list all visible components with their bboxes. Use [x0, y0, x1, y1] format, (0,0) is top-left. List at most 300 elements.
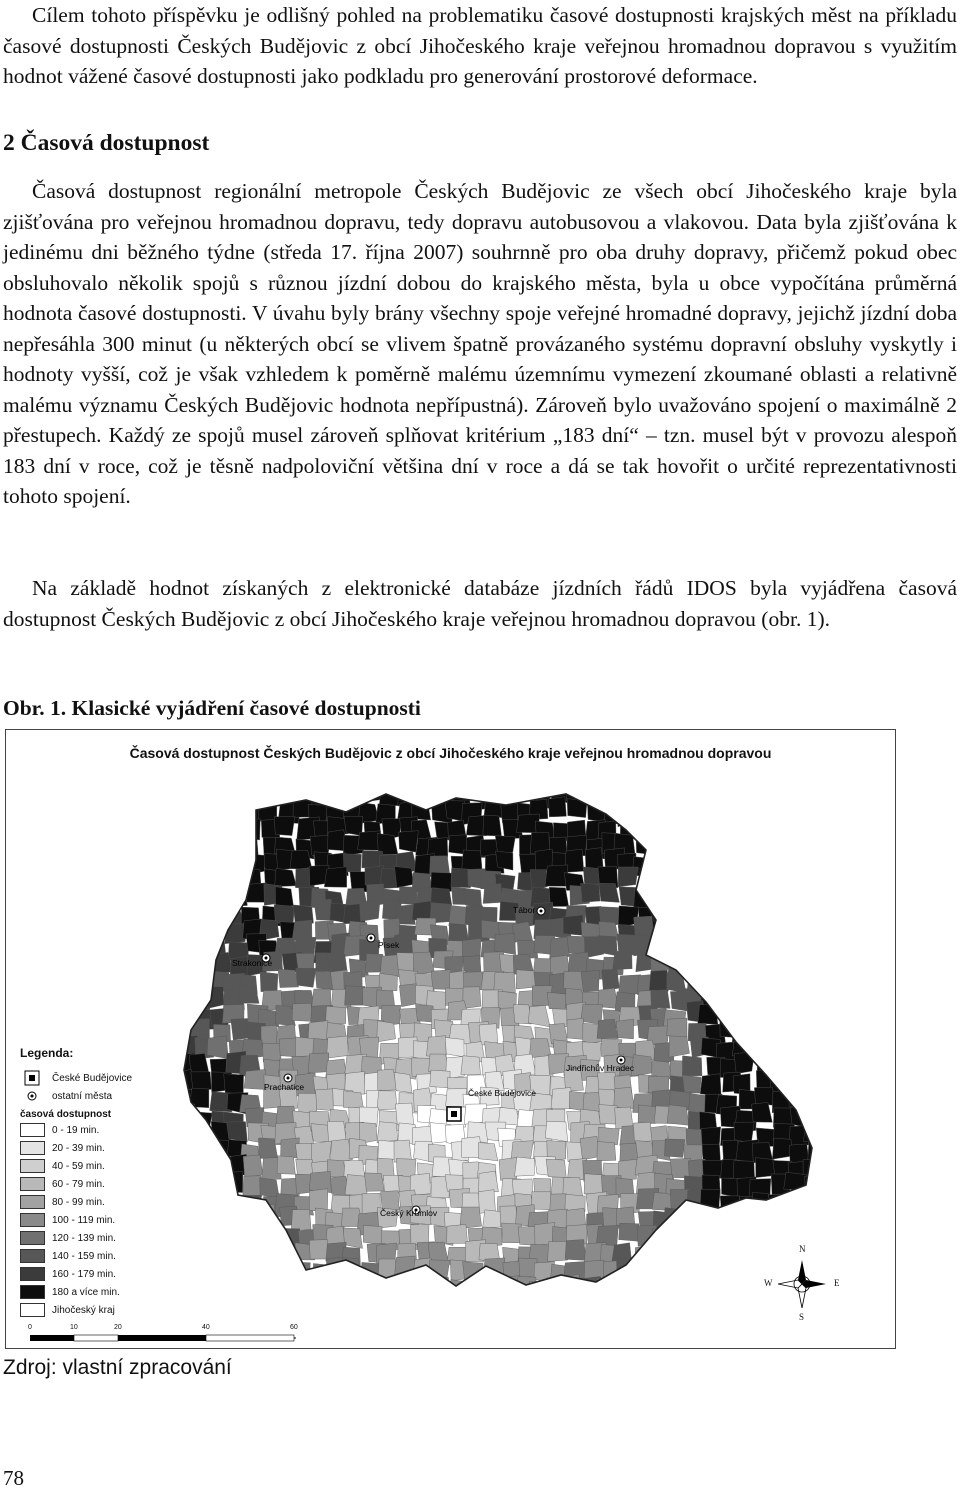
- municipality-cell: [803, 954, 822, 974]
- municipality-cell: [707, 851, 726, 872]
- municipality-cell: [189, 866, 212, 885]
- municipality-cell: [686, 883, 704, 904]
- legend-classes: [20, 1121, 132, 1301]
- legend-item-region: Jihočeský kraj: [20, 1301, 132, 1319]
- municipality-cell: [499, 1157, 518, 1180]
- municipality-cell: [429, 1292, 452, 1310]
- municipality-cell: [665, 1139, 685, 1158]
- municipality-cell: [639, 869, 658, 889]
- municipality-cell: [190, 906, 211, 926]
- municipality-cell: [197, 1260, 217, 1279]
- municipality-cell: [734, 955, 753, 977]
- municipality-cell: [756, 902, 777, 920]
- legend-heading: Legenda:: [20, 1046, 74, 1060]
- municipality-cell: [654, 799, 674, 819]
- municipality-cell: [785, 1053, 804, 1074]
- municipality-cell: [172, 1006, 191, 1028]
- municipality-cell: [669, 1258, 689, 1276]
- municipality-cell: [221, 820, 244, 841]
- municipality-cell: [210, 785, 231, 807]
- municipality-cell: [667, 973, 687, 993]
- municipality-cell: [756, 989, 776, 1010]
- municipality-cell: [260, 1224, 280, 1244]
- municipality-cell: [223, 1196, 243, 1214]
- municipality-cell: [751, 869, 771, 889]
- municipality-cell: [212, 836, 232, 856]
- municipality-cell: [791, 1040, 811, 1061]
- municipality-cell: [175, 1247, 195, 1267]
- municipality-cell: [223, 1280, 242, 1299]
- municipality-cell: [309, 1240, 329, 1260]
- legend-swatch: [20, 1195, 45, 1209]
- legend-swatch: [20, 1159, 45, 1173]
- municipality-cell: [518, 1226, 536, 1245]
- municipality-cell: [277, 782, 298, 803]
- municipality-cell: [667, 1105, 689, 1126]
- municipality-cell: [242, 819, 260, 840]
- municipality-cell: [789, 1088, 808, 1107]
- municipality-cell: [192, 820, 211, 840]
- municipality-cell: [206, 1156, 225, 1175]
- municipality-cell: [683, 822, 703, 841]
- municipality-cell: [264, 1278, 283, 1299]
- municipality-cell: [769, 782, 788, 803]
- municipality-cell: [178, 917, 198, 939]
- municipality-cell: [381, 1280, 401, 1301]
- legend-class-item: 40 - 59 min.: [20, 1157, 132, 1175]
- municipality-cell: [634, 1292, 653, 1314]
- municipality-cell: [699, 798, 720, 821]
- municipality-cell: [703, 954, 723, 976]
- municipality-cell: [415, 1292, 438, 1313]
- section-heading: 2 Časová dostupnost: [3, 130, 210, 156]
- municipality-cell: [241, 1223, 261, 1241]
- municipality-cell: [667, 1018, 687, 1038]
- municipality-cell: [671, 854, 689, 871]
- municipality-cell: [631, 1055, 653, 1077]
- map-cells: [171, 781, 829, 1321]
- municipality-cell: [784, 935, 805, 954]
- municipality-cell: [752, 1193, 771, 1213]
- municipality-cell: [731, 1007, 751, 1027]
- municipality-cell: [668, 1242, 688, 1262]
- municipality-cell: [343, 1091, 363, 1109]
- municipality-cell: [483, 884, 503, 904]
- municipality-cell: [806, 1001, 825, 1024]
- municipality-cell: [734, 1052, 755, 1074]
- municipality-cell: [581, 970, 599, 992]
- municipality-cell: [656, 1262, 676, 1283]
- municipality-cell: [587, 800, 605, 822]
- municipality-cell: [174, 1209, 196, 1229]
- municipality-cell: [750, 1023, 769, 1045]
- municipality-cell: [364, 1173, 384, 1191]
- municipality-cell: [494, 973, 516, 993]
- legend-swatch: [20, 1267, 45, 1281]
- municipality-cell: [702, 938, 722, 957]
- municipality-cell: [649, 970, 668, 991]
- municipality-cell: [668, 1294, 689, 1315]
- municipality-cell: [547, 1277, 565, 1298]
- municipality-cell: [243, 1176, 262, 1197]
- municipality-cell: [358, 831, 381, 851]
- municipality-cell: [568, 952, 589, 971]
- municipality-cell: [783, 785, 802, 804]
- municipality-cell: [740, 884, 760, 901]
- municipality-cell: [206, 868, 227, 891]
- municipality-cell: [652, 1276, 672, 1297]
- municipality-cell: [174, 853, 193, 874]
- municipality-cell: [260, 972, 278, 992]
- municipality-cell: [308, 1021, 328, 1041]
- municipality-cell: [212, 1172, 231, 1193]
- municipality-cell: [771, 955, 793, 976]
- municipality-cell: [227, 856, 248, 874]
- city-label-cesky-krumlov: Český Krumlov: [380, 1208, 438, 1218]
- municipality-cell: [688, 785, 708, 808]
- legend-class-item: 60 - 79 min.: [20, 1175, 132, 1193]
- municipality-cell: [805, 970, 824, 989]
- municipality-cell: [716, 966, 738, 988]
- municipality-cell: [382, 1291, 401, 1312]
- municipality-cell: [716, 906, 737, 925]
- municipality-cell: [410, 782, 429, 803]
- municipality-cell: [195, 1244, 213, 1263]
- legend-swatch: [20, 1123, 45, 1137]
- municipality-cell: [192, 1194, 212, 1214]
- municipality-cell: [298, 1291, 319, 1311]
- compass-w: W: [764, 1278, 773, 1288]
- legend-class-item: 20 - 39 min.: [20, 1139, 132, 1157]
- municipality-cell: [621, 781, 638, 803]
- municipality-cell: [719, 1275, 738, 1294]
- municipality-cell: [630, 784, 651, 805]
- municipality-cell: [516, 782, 535, 802]
- municipality-cell: [563, 1262, 585, 1285]
- municipality-cell: [732, 1023, 755, 1042]
- municipality-cell: [682, 1056, 702, 1076]
- municipality-cell: [516, 1277, 537, 1297]
- municipality-cell: [176, 785, 195, 805]
- municipality-cell: [754, 1243, 772, 1264]
- municipality-cell: [172, 870, 192, 888]
- municipality-cell: [193, 969, 215, 989]
- legend-swatch: [20, 1249, 45, 1263]
- municipality-cell: [173, 940, 194, 962]
- municipality-cell: [618, 867, 638, 887]
- municipality-cell: [686, 1258, 707, 1279]
- municipality-cell: [364, 1278, 384, 1297]
- circle-dot-icon: [20, 1088, 45, 1104]
- figure-caption: Obr. 1. Klasické vyjádření časové dostupnosti: [3, 696, 421, 720]
- municipality-cell: [345, 1175, 367, 1196]
- municipality-cell: [805, 888, 826, 908]
- municipality-cell: [195, 1175, 213, 1196]
- municipality-cell: [176, 1228, 197, 1250]
- municipality-cell: [638, 1105, 656, 1124]
- municipality-cell: [410, 1224, 429, 1244]
- municipality-cell: [598, 1295, 618, 1315]
- municipality-cell: [398, 1298, 420, 1317]
- municipality-cell: [545, 865, 568, 886]
- municipality-cell: [665, 941, 686, 961]
- municipality-cell: [400, 887, 418, 905]
- municipality-cell: [347, 1293, 368, 1311]
- municipality-cell: [223, 798, 241, 820]
- municipality-cell: [180, 1156, 199, 1178]
- municipality-cell: [638, 821, 657, 843]
- municipality-cell: [224, 1074, 244, 1095]
- municipality-cell: [806, 984, 827, 1006]
- municipality-cell: [230, 1225, 248, 1244]
- municipality-cell: [263, 1293, 284, 1315]
- municipality-cell: [646, 850, 667, 872]
- municipality-cell: [788, 800, 808, 821]
- municipality-cell: [292, 1003, 313, 1021]
- municipality-cell: [327, 1121, 346, 1142]
- municipality-cell: [702, 1280, 720, 1303]
- municipality-cell: [756, 941, 778, 961]
- municipality-cell: [501, 1290, 521, 1311]
- municipality-cell: [783, 816, 802, 837]
- municipality-cell: [768, 852, 789, 872]
- municipality-cell: [545, 1122, 568, 1142]
- legend-class-item: 100 - 119 min.: [20, 1211, 132, 1229]
- municipality-cell: [602, 969, 620, 990]
- municipality-cell: [191, 1225, 212, 1244]
- municipality-cell: [206, 987, 224, 1009]
- municipality-cell: [750, 955, 772, 976]
- municipality-cell: [772, 976, 791, 994]
- legend-swatch: [20, 1231, 45, 1245]
- municipality-cell: [702, 840, 723, 859]
- municipality-cell: [700, 1244, 720, 1263]
- municipality-cell: [546, 1159, 566, 1179]
- municipality-cell: [734, 1258, 754, 1279]
- municipality-cell: [467, 1281, 488, 1298]
- scale-tick: 10: [70, 1324, 78, 1331]
- municipality-cell: [738, 784, 761, 803]
- legend-swatch: [20, 1141, 45, 1155]
- municipality-cell: [377, 1021, 396, 1042]
- municipality-cell: [668, 820, 689, 842]
- municipality-cell: [191, 1294, 211, 1316]
- municipality-cell: [716, 986, 735, 1007]
- municipality-cell: [702, 921, 723, 942]
- municipality-cell: [377, 1122, 398, 1143]
- municipality-cell: [769, 1226, 788, 1245]
- city-label-jindrichuv-hradec: Jindřichův Hradec: [566, 1063, 635, 1073]
- municipality-cell: [222, 1211, 243, 1232]
- municipality-cell: [229, 833, 249, 855]
- municipality-cell: [802, 1104, 823, 1124]
- municipality-cell: [788, 1075, 808, 1095]
- municipality-cell: [224, 868, 245, 886]
- municipality-cell: [752, 917, 773, 937]
- municipality-cell: [366, 1296, 386, 1318]
- municipality-cell: [206, 850, 224, 872]
- municipality-cell: [789, 1197, 810, 1216]
- municipality-cell: [175, 1189, 195, 1209]
- municipality-cell: [431, 888, 452, 905]
- municipality-cell: [697, 1210, 720, 1232]
- municipality-cell: [755, 970, 774, 990]
- municipality-cell: [773, 885, 794, 907]
- municipality-cell: [326, 1279, 344, 1300]
- municipality-cell: [532, 1192, 552, 1210]
- municipality-cell: [683, 901, 705, 922]
- municipality-cell: [619, 1223, 639, 1241]
- municipality-cell: [567, 1018, 585, 1039]
- municipality-cell: [731, 1229, 754, 1251]
- municipality-cell: [324, 867, 346, 887]
- municipality-cell: [324, 783, 345, 805]
- municipality-cell: [292, 1262, 311, 1280]
- municipality-cell: [654, 789, 676, 806]
- municipality-cell: [806, 1207, 824, 1228]
- municipality-cell: [597, 1142, 616, 1161]
- municipality-cell: [669, 1282, 689, 1303]
- municipality-cell: [700, 906, 719, 926]
- map-legend: [20, 1046, 132, 1319]
- municipality-cell: [754, 849, 773, 870]
- municipality-cell: [451, 1299, 469, 1318]
- municipality-cell: [682, 801, 703, 821]
- municipality-cell: [190, 847, 207, 869]
- municipality-cell: [701, 1127, 721, 1146]
- municipality-cell: [273, 1278, 295, 1299]
- municipality-cell: [722, 1296, 743, 1316]
- municipality-cell: [771, 823, 791, 843]
- municipality-cell: [208, 888, 227, 909]
- municipality-cell: [178, 885, 197, 906]
- municipality-cell: [670, 1158, 690, 1178]
- municipality-cell: [224, 783, 243, 805]
- municipality-cell: [229, 1246, 246, 1268]
- municipality-cell: [788, 985, 806, 1005]
- municipality-cell: [716, 1260, 736, 1280]
- municipality-cell: [177, 1298, 198, 1318]
- municipality-cell: [484, 1296, 504, 1315]
- municipality-cell: [718, 919, 737, 937]
- municipality-cell: [633, 1122, 652, 1142]
- municipality-cell: [806, 817, 826, 839]
- municipality-cell: [206, 800, 227, 817]
- municipality-cell: [753, 821, 774, 843]
- municipality-cell: [719, 955, 738, 976]
- municipality-cell: [461, 1056, 481, 1075]
- municipality-cell: [787, 906, 807, 926]
- municipality-cell: [244, 783, 264, 801]
- municipality-cell: [681, 917, 703, 939]
- municipality-cell: [756, 1003, 778, 1022]
- municipality-cell: [495, 934, 516, 955]
- municipality-cell: [805, 1230, 825, 1249]
- region-map: [6, 730, 896, 1349]
- municipality-cell: [791, 852, 811, 873]
- municipality-cell: [567, 799, 587, 818]
- municipality-cell: [196, 1207, 215, 1226]
- municipality-cell: [176, 805, 194, 825]
- municipality-cell: [581, 883, 601, 902]
- legend-class-item: 140 - 159 min.: [20, 1247, 132, 1265]
- municipality-cell: [296, 968, 316, 987]
- municipality-cell: [752, 1223, 774, 1246]
- municipality-cell: [277, 1156, 295, 1174]
- municipality-cell: [363, 1225, 382, 1244]
- municipality-cell: [638, 1281, 659, 1301]
- municipality-cell: [668, 920, 688, 939]
- municipality-cell: [313, 1264, 334, 1284]
- municipality-cell: [700, 1074, 721, 1097]
- municipality-cell: [257, 1204, 277, 1226]
- municipality-cell: [179, 1282, 200, 1300]
- municipality-cell: [479, 1274, 501, 1293]
- municipality-cell: [410, 1276, 433, 1296]
- legend-item-ostatni-mesta: ostatní města: [20, 1087, 132, 1105]
- municipality-cell: [483, 815, 502, 836]
- municipality-cell: [671, 870, 690, 891]
- municipality-cell: [700, 1189, 720, 1210]
- municipality-cell: [723, 883, 740, 905]
- municipality-cell: [195, 803, 216, 821]
- municipality-cell: [801, 1059, 822, 1080]
- municipality-cell: [291, 1210, 311, 1230]
- municipality-cell: [563, 915, 583, 935]
- municipality-cell: [515, 1157, 535, 1176]
- scale-tick: 60: [290, 1324, 298, 1331]
- municipality-cell: [801, 868, 822, 888]
- municipality-cell: [768, 1194, 790, 1215]
- municipality-cell: [740, 990, 761, 1012]
- municipality-cell: [653, 817, 672, 837]
- municipality-cell: [245, 1255, 265, 1279]
- municipality-cell: [801, 935, 822, 957]
- municipality-cell: [767, 1057, 787, 1075]
- municipality-cell: [802, 852, 823, 876]
- municipality-cell: [262, 784, 284, 804]
- municipality-cell: [807, 802, 827, 823]
- compass-icon: [772, 1254, 832, 1314]
- scale-tick: 20: [114, 1324, 122, 1331]
- municipality-cell: [715, 855, 736, 875]
- municipality-cell: [786, 838, 806, 859]
- municipality-cell: [242, 1281, 262, 1300]
- municipality-cell: [463, 888, 482, 908]
- municipality-cell: [732, 854, 753, 875]
- municipality-cell: [206, 900, 227, 919]
- municipality-cell: [720, 1245, 740, 1264]
- municipality-cell: [805, 831, 825, 852]
- paragraph-2: Na základě hodnot získaných z elektronické databáze jízdních řádů IDOS byla vyjádřena časová dostupnost Českých Budějovic z obcí Jihočeského kraje veřejnou hromadnou dopravou (obr. 1).: [3, 576, 957, 631]
- municipality-cell: [733, 870, 751, 890]
- municipality-cell: [618, 1299, 639, 1320]
- municipality-cell: [445, 1038, 464, 1057]
- municipality-cell: [783, 885, 803, 904]
- municipality-cell: [569, 1297, 587, 1317]
- municipality-cell: [308, 1278, 328, 1298]
- municipality-cell: [722, 1003, 740, 1024]
- municipality-cell: [190, 1278, 209, 1298]
- municipality-cell: [720, 871, 741, 890]
- municipality-cell: [717, 800, 739, 822]
- municipality-cell: [670, 838, 689, 857]
- municipality-cell: [226, 1291, 248, 1310]
- municipality-cell: [259, 1138, 278, 1158]
- municipality-cell: [702, 969, 722, 988]
- municipality-cell: [741, 1213, 761, 1231]
- municipality-cell: [668, 907, 688, 928]
